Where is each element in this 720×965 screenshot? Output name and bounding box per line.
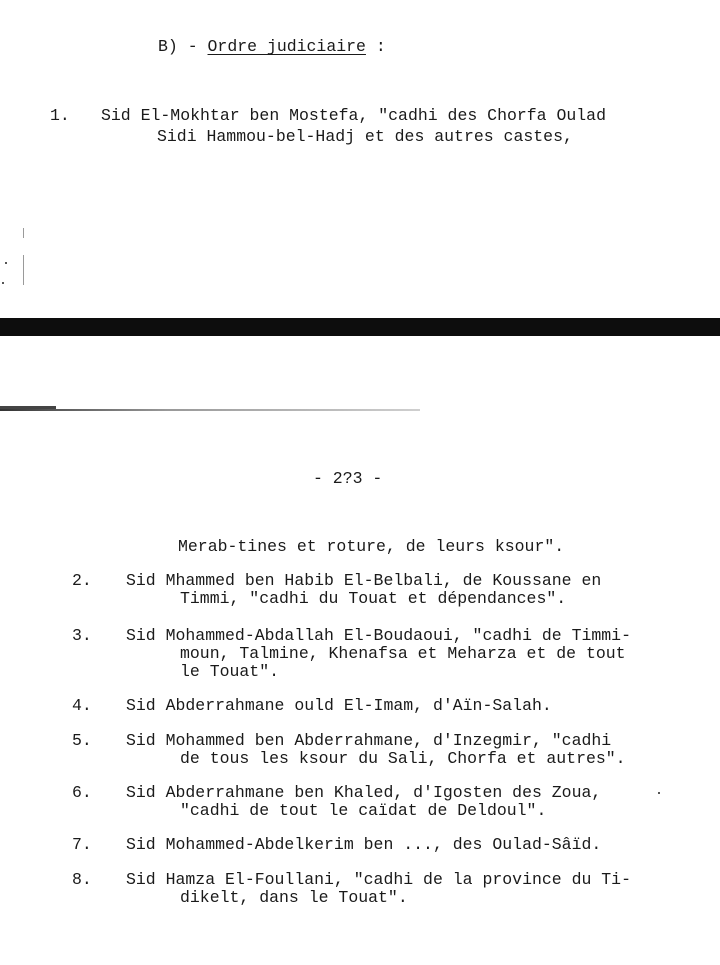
entry-3-line-1: Sid Mohammed-Abdallah El-Boudaoui, "cadhi de Timmi- bbox=[126, 626, 631, 645]
scan-speck bbox=[2, 282, 4, 284]
scan-speck bbox=[5, 262, 7, 264]
entry-5-number: 5. bbox=[72, 731, 92, 750]
entry-5-line-1: Sid Mohammed ben Abderrahmane, d'Inzegmir, "cadhi bbox=[126, 731, 612, 750]
margin-mark bbox=[23, 255, 24, 285]
section-suffix: : bbox=[365, 37, 386, 56]
section-prefix: B) - bbox=[158, 37, 208, 56]
entry-3-number: 3. bbox=[72, 626, 92, 645]
entry-1-line-2: Sidi Hammou-bel-Hadj et des autres castes, bbox=[157, 127, 573, 146]
entry-7-number: 7. bbox=[72, 835, 92, 854]
entry-8-number: 8. bbox=[72, 870, 92, 889]
entry-8-line-2: dikelt, dans le Touat". bbox=[180, 888, 408, 907]
entry-6-number: 6. bbox=[72, 783, 92, 802]
section-heading bbox=[158, 37, 386, 56]
entry-1-continuation: Merab-tines et roture, de leurs ksour". bbox=[178, 537, 565, 556]
scan-speck bbox=[658, 792, 660, 794]
entry-5-line-2: de tous les ksour du Sali, Chorfa et autres". bbox=[180, 749, 626, 768]
entry-2-number: 2. bbox=[72, 571, 92, 590]
entry-4-line-1: Sid Abderrahmane ould El-Imam, d'Aïn-Salah. bbox=[126, 696, 552, 715]
entry-8-line-1: Sid Hamza El-Foullani, "cadhi de la province du Ti- bbox=[126, 870, 631, 889]
margin-mark bbox=[23, 228, 24, 238]
page-divider-bar bbox=[0, 318, 720, 336]
entry-2-line-2: Timmi, "cadhi du Touat et dépendances". bbox=[180, 589, 567, 608]
entry-4-number: 4. bbox=[72, 696, 92, 715]
entry-1-number: 1. bbox=[50, 106, 70, 125]
entry-7-line-1: Sid Mohammed-Abdelkerim ben ..., des Oulad-Sâïd. bbox=[126, 835, 602, 854]
entry-2-line-1: Sid Mhammed ben Habib El-Belbali, de Koussane en bbox=[126, 571, 602, 590]
entry-6-line-1: Sid Abderrahmane ben Khaled, d'Igosten des Zoua, bbox=[126, 783, 602, 802]
entry-6-line-2: "cadhi de tout le caïdat de Deldoul". bbox=[180, 801, 547, 820]
entry-3-line-2: moun, Talmine, Khenafsa et Meharza et de tout bbox=[180, 644, 626, 663]
entry-3-line-3: le Touat". bbox=[180, 662, 280, 681]
entry-1-line-1: Sid El-Mokhtar ben Mostefa, "cadhi des Chorfa Oulad bbox=[101, 106, 606, 125]
page-number: - 2?3 - bbox=[313, 469, 383, 488]
section-title: Ordre judiciaire bbox=[207, 37, 366, 56]
scan-edge-line bbox=[0, 409, 420, 411]
